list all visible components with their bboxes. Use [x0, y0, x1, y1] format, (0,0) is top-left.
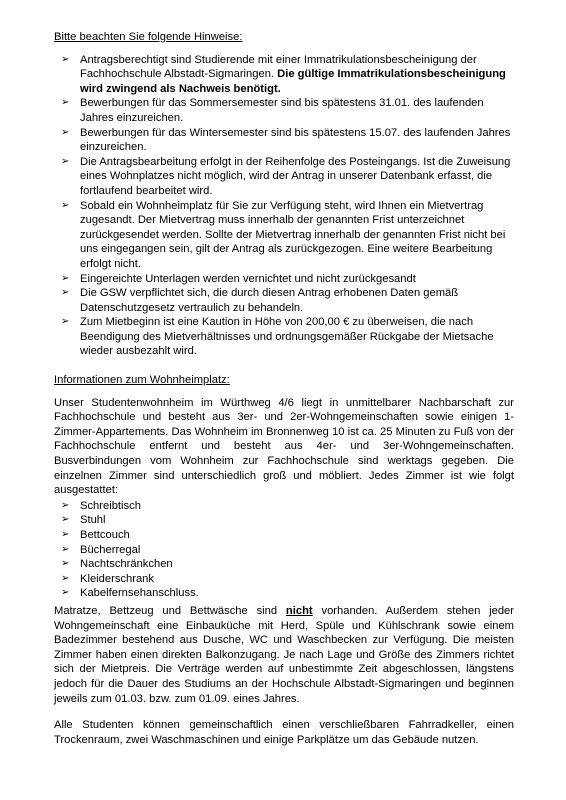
list-item-text: Zum Mietbeginn ist eine Kaution in Höhe von 200,00 € zu überweisen, die nach Beendigung des Mietverhältnisses und ordnungsgemäßer Rückgabe der Mietsache wieder ausbezahlt wird. — [80, 316, 494, 358]
equipment-list — [54, 499, 514, 601]
list-item — [54, 155, 514, 199]
list-item-text: Bewerbungen für das Sommersemester sind bis spätestens 31.01. des laufenden Jahres einzureichen. — [80, 97, 484, 124]
list-item — [54, 315, 514, 359]
list-item — [54, 126, 514, 155]
equipment-item — [54, 557, 514, 572]
list-item-text: Eingereichte Unterlagen werden vernichtet und nicht zurückgesandt — [80, 272, 416, 285]
arrow-bullet-icon: ➢ — [61, 558, 70, 570]
arrow-bullet-icon: ➢ — [61, 155, 70, 167]
equipment-item-text: Nachtschränkchen — [80, 558, 173, 571]
equipment-item-text: Kabelfernsehanschluss. — [80, 587, 199, 600]
housing-intro-paragraph: Unser Studentenwohnheim im Würthweg 4/6 liegt in unmittelbarer Nachbarschaft zur Fachhochschule und besteht aus 3er- und 2er-Wohngemeinschaften sowie einigen 1-Zimmer-Appartements. Das Wohnheim im Bronnenweg 10 ist ca. 25 Minuten zu Fuß von der Fachhochschule entfernt und besteht aus 4er- und 3er-Wohngemeinschaften. Busverbindungen vom Wohnheim zur Fachhochschule sind werktags gegeben. Die einzelnen Zimmer sind unterschiedlich groß und möbliert. Jedes Zimmer ist wie folgt ausgestattet: — [54, 396, 514, 497]
list-item — [54, 96, 514, 125]
notes-list — [54, 53, 514, 359]
arrow-bullet-icon: ➢ — [61, 272, 70, 284]
equipment-item — [54, 543, 514, 558]
list-item — [54, 286, 514, 315]
furnishing-text-start: Matratze, Bettzeug und Bettwäsche sind — [54, 604, 286, 617]
list-item-text: Die Antragsbearbeitung erfolgt in der Reihenfolge des Posteingangs. Ist die Zuweisung eines Wohnplatzes nicht möglich, wird der Antrag in unserer Datenbank erfasst, die fortlaufend bearbeitet wird. — [80, 155, 511, 197]
emphasis-not: nicht — [285, 604, 313, 617]
equipment-item-text: Bettcouch — [80, 529, 130, 541]
furnishing-paragraph — [54, 604, 514, 706]
list-item — [54, 272, 514, 287]
equipment-item-text: Bücherregal — [80, 543, 141, 556]
equipment-item — [54, 572, 514, 587]
arrow-bullet-icon: ➢ — [61, 97, 70, 109]
equipment-item — [54, 528, 514, 543]
furnishing-text-rest: vorhanden. Außerdem stehen jeder Wohngemeinschaft eine Einbauküche mit Herd, Spüle und Kühlschrank sowie einem Badezimmer bestehend aus Dusche, WC und Waschbecken zur Verfügung. Die meisten Zimmer haben einen direkten Balkonzugang. Je nach Lage und Größe des Zimmers richtet sich der Mietpreis. Die Verträge werden auf unbestimmte Zeit abgeschlossen, längstens jedoch für die Dauer des Studiums an der Hochschule Albstadt-Sigmaringen und beginnen jeweils zum 01.03. bzw. zum 01.09. eines Jahres. — [54, 604, 514, 705]
arrow-bullet-icon: ➢ — [61, 572, 70, 584]
equipment-item-text: Kleiderschrank — [80, 572, 154, 585]
arrow-bullet-icon: ➢ — [61, 587, 70, 599]
shared-facilities-paragraph: Alle Studenten können gemeinschaftlich einen verschließbaren Fahrradkeller, einen Trockenraum, zwei Waschmaschinen und einige Parkplätze um das Gebäude nutzen. — [54, 719, 514, 746]
arrow-bullet-icon: ➢ — [61, 543, 70, 555]
arrow-bullet-icon: ➢ — [61, 316, 70, 328]
list-item-text: Die GSW verpflichtet sich, die durch diesen Antrag erhobenen Daten gemäß Datenschutzgesetz vertraulich zu behandeln. — [80, 287, 459, 314]
list-item-text: Antragsberechtigt sind Studierende mit einer Immatrikulationsbescheinigung der Fachhochschule Albstadt-Sigmaringen. — [80, 53, 477, 81]
arrow-bullet-icon: ➢ — [61, 53, 70, 65]
equipment-item-text: Stuhl — [80, 514, 106, 527]
list-item — [54, 53, 514, 97]
equipment-item — [54, 513, 514, 528]
equipment-item — [54, 499, 514, 514]
list-item-text: Sobald ein Wohnheimplatz für Sie zur Verfügung steht, wird Ihnen ein Mietvertrag zugesandt. Der Mietvertrag muss innerhalb der genannten Frist unterzeichnet zurückgesendet werden. Sollte der Mietvertrag innerhalb der genannten Frist nicht bei uns eingegangen sein, gilt der Antrag als zurückgezogen. Eine weitere Bearbeitung erfolgt nicht. — [80, 199, 506, 270]
notes-heading: Bitte beachten Sie folgende Hinweise: — [54, 31, 243, 43]
equipment-item-text: Schreibtisch — [80, 499, 141, 512]
list-item-bold-text: Die gültige Immatrikulationsbescheinigung wird zwingend als Nachweis benötigt. — [80, 68, 506, 95]
equipment-item — [54, 586, 514, 601]
arrow-bullet-icon: ➢ — [61, 514, 70, 526]
housing-info-heading: Informationen zum Wohnheimplatz: — [54, 374, 230, 387]
document-page — [54, 30, 514, 747]
list-item — [54, 199, 514, 272]
arrow-bullet-icon: ➢ — [61, 199, 70, 211]
arrow-bullet-icon: ➢ — [61, 529, 70, 540]
arrow-bullet-icon: ➢ — [61, 287, 70, 299]
arrow-bullet-icon: ➢ — [61, 499, 70, 511]
arrow-bullet-icon: ➢ — [61, 126, 70, 138]
list-item-text: Bewerbungen für das Wintersemester sind bis spätestens 15.07. des laufenden Jahres einzureichen. — [80, 126, 511, 154]
